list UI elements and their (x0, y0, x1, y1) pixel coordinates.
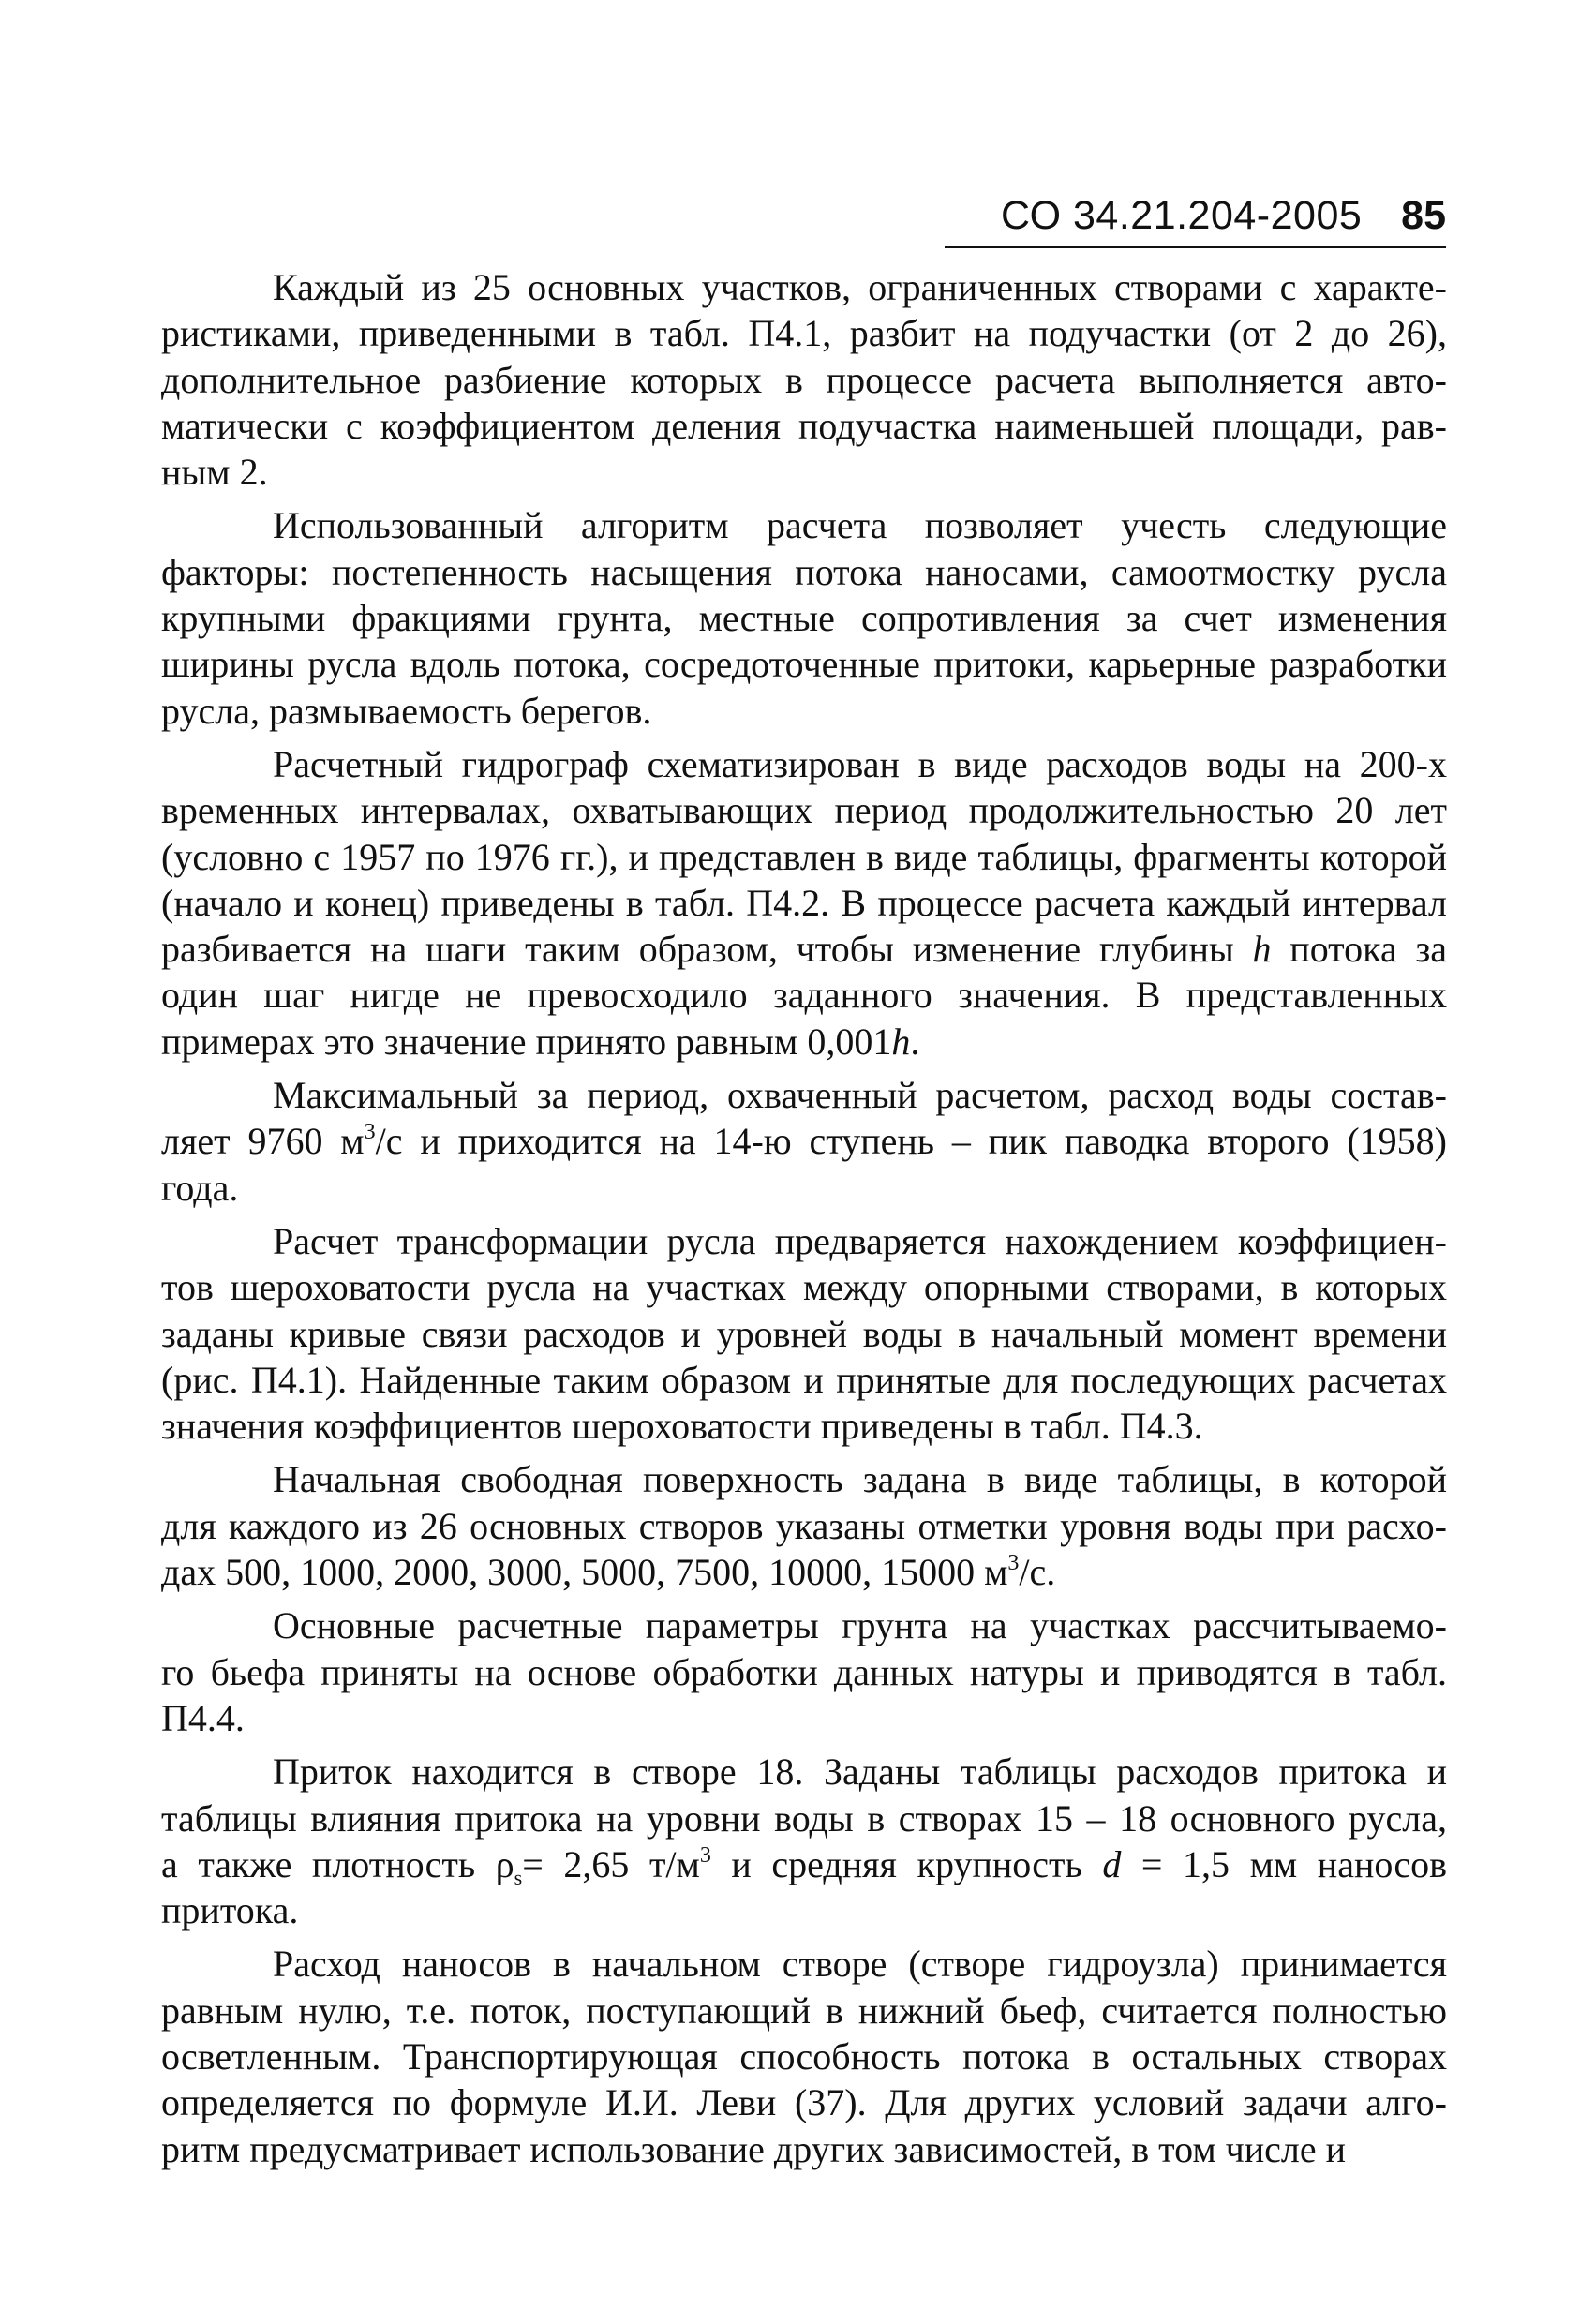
paragraph (161, 1941, 1447, 2171)
text-line: временных интервалах, охватывающих период продолжительностью 20 лет (161, 789, 1447, 832)
text-line: П4.4. (161, 1696, 245, 1739)
text-line: (условно с 1957 по 1976 гг.), и представлен в виде таблицы, фрагменты которой (161, 835, 1447, 878)
text-line: факторы: постепенность насыщения потока наносами, самоотмостку русла (161, 550, 1447, 593)
text-line: таблицы влияния притока на уровни воды в створах 15 – 18 основного русла, (161, 1796, 1447, 1840)
text-line: Начальная свободная поверхность задана в виде таблицы, в которой (273, 1458, 1447, 1501)
text-line: (начало и конец) приведены в табл. П4.2. В процессе расчета каждый интервал (161, 881, 1447, 924)
text-line: Расчет трансформации русла предваряется нахождением коэффициен- (273, 1219, 1447, 1262)
text-line: притока. (161, 1889, 299, 1932)
page-header (945, 187, 1446, 248)
text-line: Использованный алгоритм расчета позволяет учесть следующие (273, 504, 1447, 547)
text-line: а также плотность $\rho_s= 2,65$ $т/м^3$ и средняя крупность d = 1,5 мм наносов (161, 1842, 1448, 1889)
text-line: разбивается на шаги таким образом, чтобы изменение глубины h потока за (161, 928, 1448, 971)
text-line: заданы кривые связи расходов и уровней воды в начальный момент времени (161, 1312, 1447, 1355)
paragraph (161, 1218, 1447, 1449)
text-line: определяется по формуле И.И. Леви (37). Для других условий задачи алго- (161, 2081, 1447, 2124)
page-number: 85 (1401, 193, 1446, 238)
text-line: Каждый из 25 основных участков, ограниченных створами с характе- (273, 266, 1447, 308)
text-line: крупными фракциями грунта, местные сопротивления за счет изменения (161, 597, 1447, 640)
text-line: Основные расчетные параметры грунта на участках рассчитываемо- (273, 1604, 1447, 1647)
text-line: (рис. П4.1). Найденные таким образом и принятые для последующих расчетах (161, 1358, 1447, 1401)
text-line: матически с коэффициентом деления подучастка наименьшей площади, рав- (161, 404, 1447, 447)
text-line: один шаг нигде не превосходило заданного значения. В представленных (161, 974, 1447, 1017)
text-line: ристиками, приведенными в табл. П4.1, разбит на подучастки (от 2 до 26), (161, 312, 1447, 355)
text-line: русла, размываемость берегов. (161, 689, 652, 732)
text-line: для каждого из 26 основных створов указаны отметки уровня воды при расхо- (161, 1504, 1447, 1547)
text-line: значения коэффициентов шероховатости приведены в табл. П4.3. (161, 1405, 1203, 1448)
text-line: дах 500, 1000, 2000, 3000, 5000, 7500, 10000, 15000 $м^3/с$. (161, 1551, 1056, 1594)
text-line: ширины русла вдоль потока, сосредоточенные притоки, карьерные разработки (161, 643, 1447, 686)
paragraph (161, 1456, 1447, 1595)
text-line: ритм предусматривает использование других зависимостей, в том числе и (161, 2127, 1347, 2170)
paragraph (161, 1072, 1447, 1211)
paragraph (161, 741, 1447, 1065)
document-code: СО 34.21.204-2005 (1001, 193, 1363, 238)
text-line: го бьефа приняты на основе обработки данных натуры и приводятся в табл. (161, 1650, 1447, 1693)
paragraph (161, 502, 1447, 733)
text-line: Расход наносов в начальном створе (створе гидроузла) принимается (273, 1943, 1447, 1986)
page-body (161, 264, 1447, 2172)
text-line: Приток находится в створе 18. Заданы таблицы расходов притока и (273, 1750, 1447, 1794)
text-line: Максимальный за период, охваченный расчетом, расход воды состав- (273, 1074, 1447, 1117)
text-line: дополнительное разбиение которых в процессе расчета выполняется авто- (161, 358, 1447, 401)
text-line: года. (161, 1166, 239, 1209)
paragraph (161, 264, 1447, 495)
paragraph (161, 1602, 1447, 1741)
paragraph (161, 1749, 1447, 1933)
text-line: ляет 9760 $м^3/с$ и приходится на 14-ю ступень – пик паводка второго (1958) (161, 1120, 1447, 1163)
text-line: ным 2. (161, 451, 268, 494)
text-line: равным нулю, т.е. поток, поступающий в нижний бьеф, считается полностью (161, 1989, 1447, 2032)
text-line: тов шероховатости русла на участках между опорными створами, в которых (161, 1266, 1447, 1309)
text-line: Расчетный гидрограф схематизирован в виде расходов воды на 200-х (273, 742, 1447, 785)
text-line: примерах это значение принято равным 0,001h. (161, 1020, 920, 1063)
text-line: осветленным. Транспортирующая способность потока в остальных створах (161, 2034, 1447, 2078)
